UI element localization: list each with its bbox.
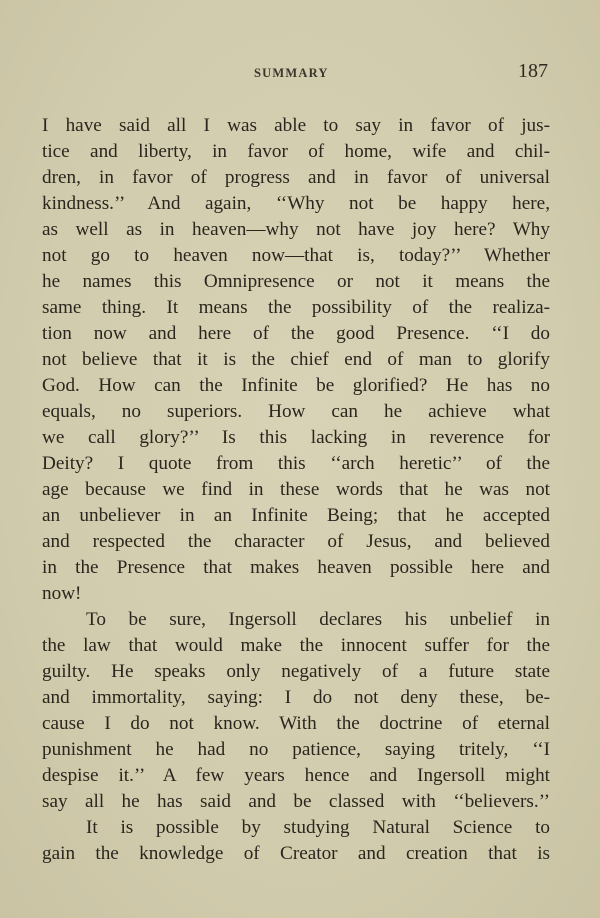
running-title: SUMMARY bbox=[254, 66, 329, 80]
text-line: cause I do not know. With the doctrine of eternal bbox=[42, 713, 550, 734]
paragraph-first-line: To be sure, Ingersoll declares his unbelief in bbox=[86, 609, 550, 630]
text-line: not go to heaven now—that is, today?’’ Whether bbox=[42, 245, 550, 266]
text-line: I have said all I was able to say in favor of jus- bbox=[42, 115, 550, 136]
text-line: tice and liberty, in favor of home, wife and chil- bbox=[42, 141, 550, 162]
running-head bbox=[42, 60, 550, 90]
text-line: age because we find in these words that he was not bbox=[42, 479, 550, 500]
text-line: guilty. He speaks only negatively of a future state bbox=[42, 661, 550, 682]
text-line: God. How can the Infinite be glorified? He has no bbox=[42, 375, 550, 396]
text-line: in the Presence that makes heaven possible here and bbox=[42, 557, 550, 578]
text-line: punishment he had no patience, saying tritely, ‘‘I bbox=[42, 739, 550, 760]
page-number: 187 bbox=[518, 60, 548, 82]
text-line: tion now and here of the good Presence. ‘‘I do bbox=[42, 323, 550, 344]
text-line: kindness.’’ And again, ‘‘Why not be happy here, bbox=[42, 193, 550, 214]
text-line: now! bbox=[42, 583, 82, 604]
text-line: and immortality, saying: I do not deny these, be- bbox=[42, 687, 550, 708]
text-line: same thing. It means the possibility of the realiza- bbox=[42, 297, 550, 318]
text-line: as well as in heaven—why not have joy here? Why bbox=[42, 219, 550, 240]
text-line: gain the knowledge of Creator and creation that is bbox=[42, 843, 550, 864]
text-line: and respected the character of Jesus, and believed bbox=[42, 531, 550, 552]
text-line: we call glory?’’ Is this lacking in reverence for bbox=[42, 427, 550, 448]
paragraph-first-line: It is possible by studying Natural Science to bbox=[86, 817, 550, 838]
text-line: the law that would make the innocent suffer for the bbox=[42, 635, 550, 656]
text-line: equals, no superiors. How can he achieve what bbox=[42, 401, 550, 422]
body-text bbox=[42, 113, 550, 867]
text-line: an unbeliever in an Infinite Being; that he accepted bbox=[42, 505, 550, 526]
text-line: despise it.’’ A few years hence and Ingersoll might bbox=[42, 765, 550, 786]
text-line: dren, in favor of progress and in favor of universal bbox=[42, 167, 550, 188]
text-line: say all he has said and be classed with ‘‘believers.’’ bbox=[42, 791, 550, 812]
text-line: not believe that it is the chief end of man to glorify bbox=[42, 349, 550, 370]
text-line: Deity? I quote from this ‘‘arch heretic’’ of the bbox=[42, 453, 550, 474]
text-line: he names this Omnipresence or not it means the bbox=[42, 271, 550, 292]
